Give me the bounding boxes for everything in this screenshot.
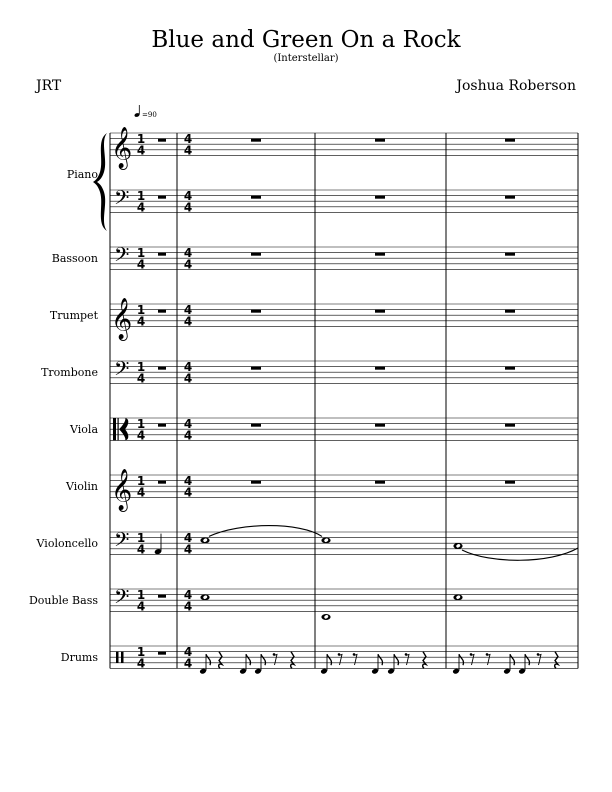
instrument-label: Violoncello <box>36 537 98 551</box>
pickup-time-signature <box>137 246 145 271</box>
whole-rest <box>505 139 515 142</box>
time-sig-numerator: 1 <box>136 132 146 147</box>
time-sig-denominator: 4 <box>136 542 146 557</box>
time-signature <box>184 588 192 613</box>
time-signature <box>184 132 192 157</box>
time-signature <box>184 645 192 670</box>
bass-clef-icon: 𝄢 <box>114 242 130 271</box>
time-sig-numerator: 4 <box>183 303 193 318</box>
instrument-label: Viola <box>70 423 98 437</box>
time-signature <box>184 246 192 271</box>
whole-rest <box>505 481 515 484</box>
whole-rest <box>251 310 261 313</box>
whole-note <box>200 537 209 543</box>
instrument-label: Trombone <box>41 366 98 380</box>
whole-rest <box>505 253 515 256</box>
instrument-label: Violin <box>65 480 98 494</box>
composer-label: Joshua Roberson <box>456 78 576 94</box>
whole-rest <box>251 196 261 199</box>
pickup-time-signature <box>137 360 145 385</box>
bass-clef-icon: 𝄢 <box>114 584 130 613</box>
time-sig-numerator: 1 <box>136 189 146 204</box>
time-sig-numerator: 4 <box>183 132 193 147</box>
bass-clef-icon: 𝄢 <box>114 356 130 385</box>
time-signature <box>184 303 192 328</box>
eighth-rest <box>273 653 277 665</box>
whole-rest <box>505 310 515 313</box>
bass-clef-icon: 𝄢 <box>114 527 130 556</box>
time-sig-denominator: 4 <box>183 257 193 272</box>
time-sig-numerator: 1 <box>136 303 146 318</box>
time-sig-denominator: 4 <box>183 143 193 158</box>
time-sig-denominator: 4 <box>136 371 146 386</box>
time-sig-numerator: 1 <box>136 417 146 432</box>
quarter-rest <box>158 196 166 199</box>
time-sig-numerator: 1 <box>136 645 146 660</box>
time-sig-numerator: 4 <box>183 360 193 375</box>
whole-rest <box>375 481 385 484</box>
score-title: Blue and Green On a Rock <box>151 27 461 53</box>
staff-piano-lh <box>110 190 578 215</box>
quarter-rest <box>158 481 166 484</box>
quarter-rest <box>158 253 166 256</box>
whole-note <box>321 614 330 620</box>
staff-trombone <box>110 361 578 386</box>
staff-viola <box>110 418 578 443</box>
time-sig-denominator: 4 <box>183 371 193 386</box>
quarter-rest <box>158 652 166 655</box>
time-sig-denominator: 4 <box>136 599 146 614</box>
quarter-rest <box>219 652 222 669</box>
tie <box>209 526 322 537</box>
time-sig-numerator: 1 <box>136 588 146 603</box>
treble-clef-icon: 𝄞 <box>111 298 133 340</box>
whole-rest <box>505 196 515 199</box>
time-sig-denominator: 4 <box>183 428 193 443</box>
time-sig-numerator: 4 <box>183 417 193 432</box>
time-signature <box>184 189 192 214</box>
staff-double-bass <box>110 589 578 614</box>
whole-rest <box>375 196 385 199</box>
time-sig-numerator: 4 <box>183 588 193 603</box>
time-sig-denominator: 4 <box>183 599 193 614</box>
pickup-time-signature <box>137 531 145 556</box>
time-sig-denominator: 4 <box>136 257 146 272</box>
bass-clef-icon: 𝄢 <box>114 185 130 214</box>
arranger-label: JRT <box>36 78 62 94</box>
eighth-rest <box>537 653 541 665</box>
quarter-rest <box>158 424 166 427</box>
time-signature <box>184 531 192 556</box>
quarter-rest <box>158 310 166 313</box>
tempo-text: =90 <box>142 111 157 119</box>
time-sig-numerator: 1 <box>136 246 146 261</box>
staff-bassoon <box>110 247 578 272</box>
time-sig-numerator: 1 <box>136 474 146 489</box>
treble-clef-icon: 𝄞 <box>111 469 133 511</box>
whole-rest <box>251 367 261 370</box>
instrument-label: Drums <box>60 651 98 665</box>
whole-rest <box>251 481 261 484</box>
time-sig-numerator: 4 <box>183 474 193 489</box>
treble-clef-icon: 𝄞 <box>111 127 133 169</box>
quarter-rest <box>291 652 294 669</box>
eighth-rest <box>470 653 474 665</box>
pickup-time-signature <box>137 474 145 499</box>
time-sig-denominator: 4 <box>183 485 193 500</box>
whole-rest <box>375 424 385 427</box>
staff-group <box>29 126 578 674</box>
piano-brace <box>93 133 107 231</box>
instrument-label: Trumpet <box>49 309 98 323</box>
quarter-rest <box>555 652 558 669</box>
quarter-rest <box>158 139 166 142</box>
pickup-time-signature <box>137 588 145 613</box>
pickup-time-signature <box>137 189 145 214</box>
time-sig-denominator: 4 <box>136 314 146 329</box>
time-sig-numerator: 4 <box>183 645 193 660</box>
whole-rest <box>251 139 261 142</box>
time-sig-denominator: 4 <box>183 542 193 557</box>
eighth-rest <box>338 653 342 665</box>
instrument-label: Piano <box>66 168 98 181</box>
staff-trumpet <box>110 304 578 329</box>
eighth-rest <box>353 653 357 665</box>
pickup-time-signature <box>137 645 145 670</box>
time-signature <box>184 417 192 442</box>
time-sig-denominator: 4 <box>136 656 146 671</box>
instrument-label: Double Bass <box>28 594 98 608</box>
time-signature <box>184 474 192 499</box>
whole-note <box>453 594 462 600</box>
whole-note <box>321 537 330 543</box>
whole-rest <box>505 367 515 370</box>
time-sig-numerator: 4 <box>183 246 193 261</box>
time-signature <box>184 360 192 385</box>
quarter-rest <box>158 367 166 370</box>
time-sig-denominator: 4 <box>136 143 146 158</box>
staff-violoncello <box>110 532 578 557</box>
eighth-rest <box>486 653 490 665</box>
time-sig-denominator: 4 <box>183 314 193 329</box>
time-sig-denominator: 4 <box>183 200 193 215</box>
time-sig-denominator: 4 <box>136 485 146 500</box>
staff-violin <box>110 475 578 500</box>
whole-rest <box>375 310 385 313</box>
time-sig-numerator: 4 <box>183 531 193 546</box>
quarter-rest <box>423 652 426 669</box>
time-sig-denominator: 4 <box>136 200 146 215</box>
pickup-time-signature <box>137 132 145 157</box>
tempo-marking <box>134 105 157 119</box>
pickup-time-signature <box>137 417 145 442</box>
time-sig-numerator: 1 <box>136 360 146 375</box>
whole-note <box>453 543 462 549</box>
whole-rest <box>251 424 261 427</box>
eighth-rest <box>405 653 409 665</box>
whole-rest <box>375 253 385 256</box>
whole-rest <box>375 367 385 370</box>
quarter-rest <box>158 595 166 598</box>
pickup-time-signature <box>137 303 145 328</box>
instrument-label: Bassoon <box>51 252 98 266</box>
time-sig-numerator: 4 <box>183 189 193 204</box>
whole-rest <box>505 424 515 427</box>
staff-drums <box>110 646 578 671</box>
staff-piano-rh <box>110 133 578 158</box>
time-sig-denominator: 4 <box>183 656 193 671</box>
time-sig-numerator: 1 <box>136 531 146 546</box>
whole-note <box>200 594 209 600</box>
score-subtitle: (Interstellar) <box>273 53 339 64</box>
time-sig-denominator: 4 <box>136 428 146 443</box>
whole-rest <box>251 253 261 256</box>
whole-rest <box>375 139 385 142</box>
